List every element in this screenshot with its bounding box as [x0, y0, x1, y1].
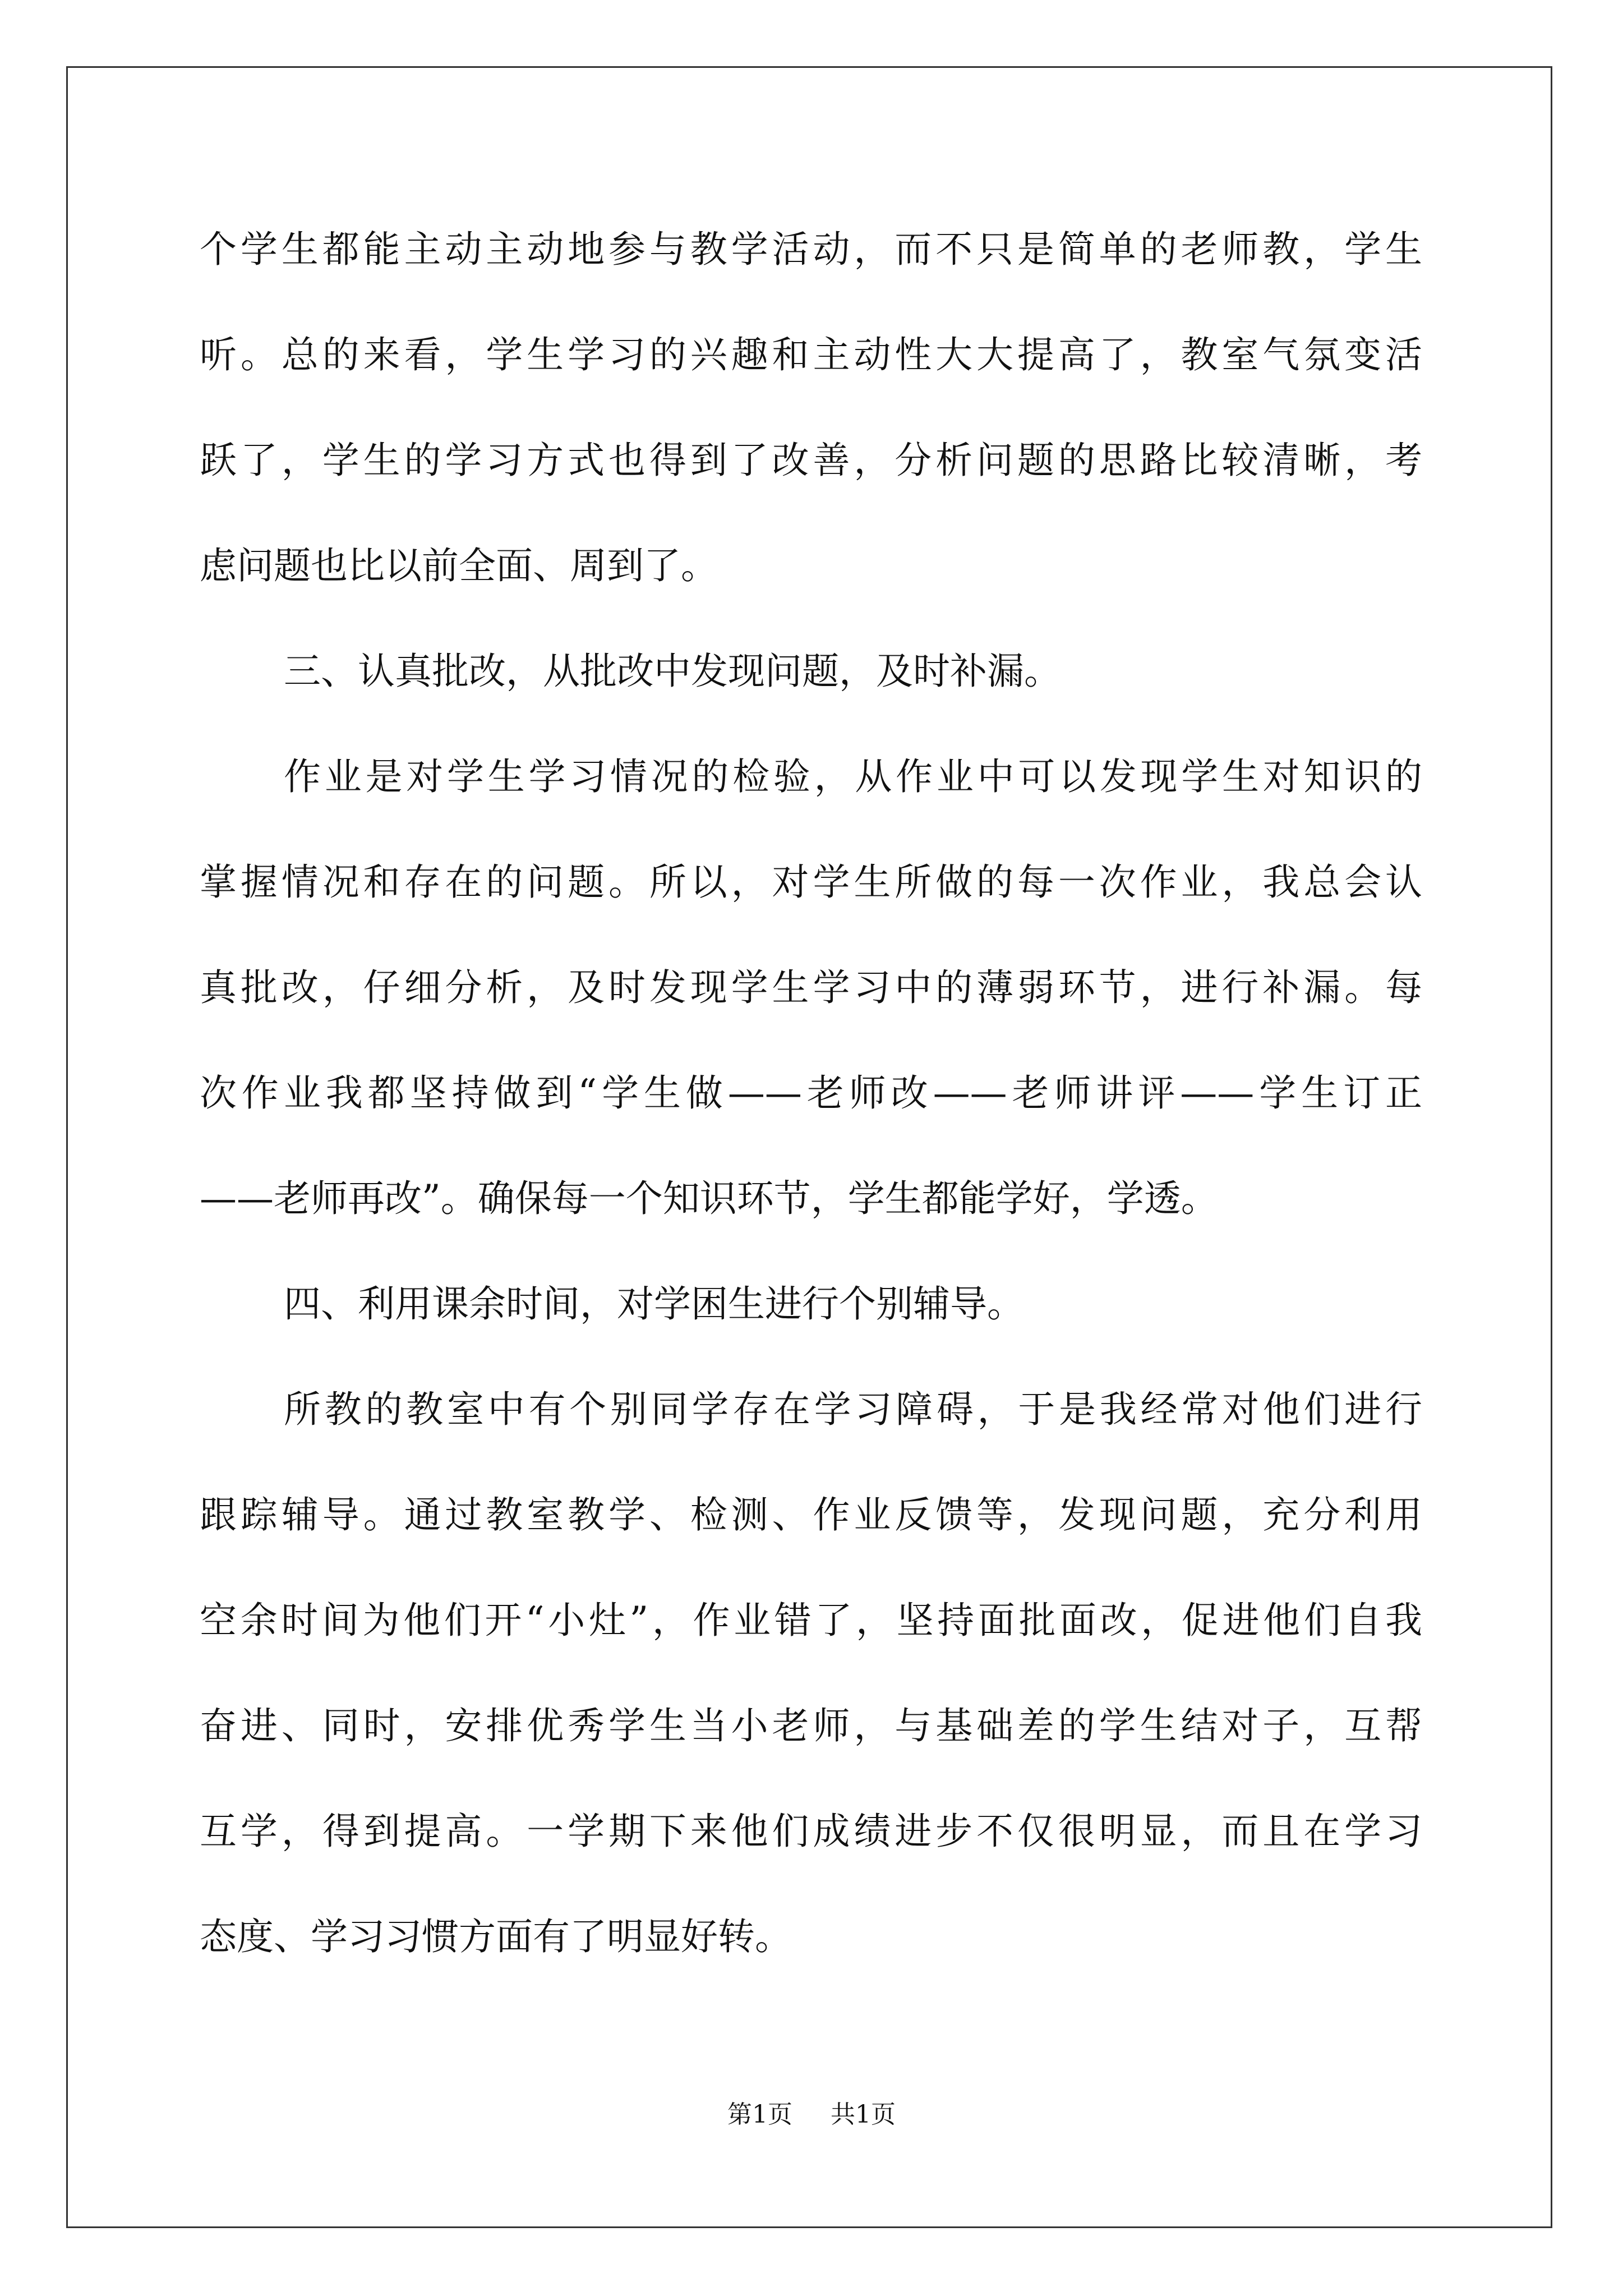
- page-total: 共1页: [831, 2100, 896, 2129]
- page-number: 第1页: [727, 2100, 792, 2129]
- body-line: 真批改，仔细分析，及时发现学生学习中的薄弱环节，进行补漏。每: [200, 966, 1422, 1009]
- body-line: 所教的教室中有个别同学存在学习障碍，于是我经常对他们进行: [284, 1388, 1422, 1431]
- body-line: 跟踪辅导。通过教室教学、检测、作业反馈等，发现问题，充分利用: [200, 1493, 1422, 1536]
- body-line: 空余时间为他们开“小灶”，作业错了，坚持面批面改，促进他们自我: [200, 1599, 1422, 1642]
- body-line: 个学生都能主动主动地参与教学活动，而不只是简单的老师教，学生: [200, 228, 1422, 271]
- body-line: 互学，得到提高。一学期下来他们成绩进步不仅很明显，而且在学习: [200, 1810, 1422, 1853]
- body-line: 奋进、同时，安排优秀学生当小老师，与基础差的学生结对子，互帮: [200, 1704, 1422, 1747]
- body-line: 掌握情况和存在的问题。所以，对学生所做的每一次作业，我总会认: [200, 861, 1422, 904]
- body-line: 作业是对学生学习情况的检验，从作业中可以发现学生对知识的: [284, 755, 1422, 798]
- body-line: 跃了，学生的学习方式也得到了改善，分析问题的思路比较清晰，考: [200, 439, 1422, 482]
- body-line: 次作业我都坚持做到“学生做——老师改——老师讲评——学生订正: [200, 1071, 1422, 1115]
- document-body: [200, 219, 1422, 2012]
- body-line: ——老师再改”。确保每一个知识环节，学生都能学好，学透。: [200, 1177, 1218, 1220]
- body-line: 态度、学习习惯方面有了明显好转。: [200, 1915, 792, 1958]
- body-line: 听。总的来看，学生学习的兴趣和主动性大大提高了，教室气氛变活: [200, 333, 1422, 376]
- section-heading-4: 四、利用课余时间，对学困生进行个别辅导。: [284, 1282, 1024, 1326]
- section-heading-3: 三、认真批改，从批改中发现问题，及时补漏。: [284, 650, 1061, 693]
- page-footer: [0, 2098, 1623, 2132]
- body-line: 虑问题也比以前全面、周到了。: [200, 544, 718, 587]
